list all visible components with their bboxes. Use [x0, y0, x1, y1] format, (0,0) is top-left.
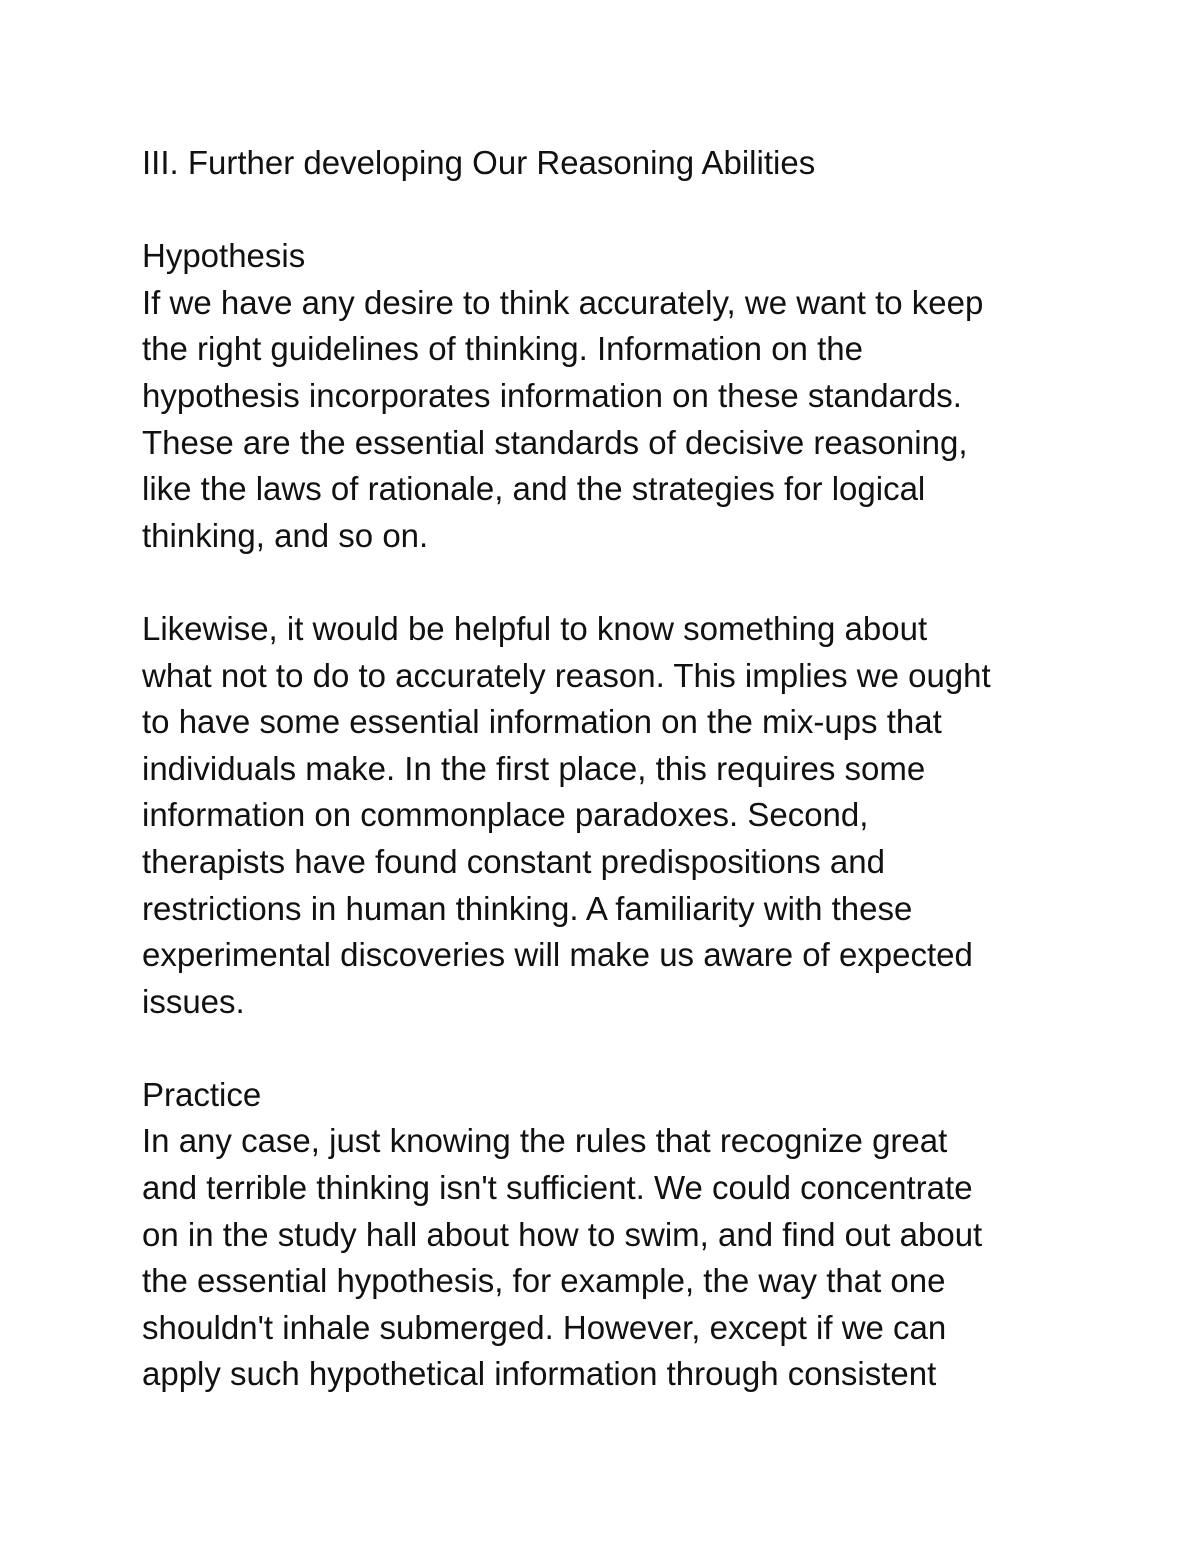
text-line: to have some essential information on the mix-ups that: [142, 703, 942, 741]
text-line: the essential hypothesis, for example, the way that one: [142, 1262, 946, 1300]
text-line: the right guidelines of thinking. Information on the: [142, 330, 863, 368]
text-line: what not to do to accurately reason. This implies we ought: [142, 656, 991, 694]
text-line: thinking, and so on.: [142, 516, 429, 554]
document-page: [142, 140, 1072, 1398]
text-line: In any case, just knowing the rules that recognize great: [142, 1122, 948, 1160]
text-line: apply such hypothetical information through consistent: [142, 1355, 937, 1393]
spacer: [142, 1025, 1072, 1072]
text-line: experimental discoveries will make us aware of expected: [142, 936, 973, 974]
text-line: These are the essential standards of decisive reasoning,: [142, 423, 968, 461]
text-line: Likewise, it would be helpful to know something about: [142, 609, 928, 647]
spacer: [142, 559, 1072, 606]
paragraph-hypothesis-2: [142, 606, 1072, 1025]
text-line: hypothesis incorporates information on these standards.: [142, 376, 962, 414]
text-line: like the laws of rationale, and the strategies for logical: [142, 470, 926, 508]
paragraph-hypothesis-1: [142, 280, 1072, 560]
spacer: [142, 187, 1072, 234]
text-line: shouldn't inhale submerged. However, except if we can: [142, 1308, 947, 1346]
text-line: issues.: [142, 982, 245, 1020]
text-line: therapists have found constant predispositions and: [142, 842, 885, 880]
text-line: If we have any desire to think accurately, we want to keep: [142, 283, 984, 321]
section-heading-practice: Practice: [142, 1075, 262, 1113]
document-title: III. Further developing Our Reasoning Abilities: [142, 144, 816, 181]
section-heading-hypothesis: Hypothesis: [142, 237, 306, 275]
text-line: information on commonplace paradoxes. Second,: [142, 796, 869, 834]
text-line: and terrible thinking isn't sufficient. We could concentrate: [142, 1169, 973, 1207]
text-line: individuals make. In the first place, this requires some: [142, 749, 926, 787]
text-line: on in the study hall about how to swim, and find out about: [142, 1215, 983, 1253]
text-line: restrictions in human thinking. A familiarity with these: [142, 889, 913, 927]
paragraph-practice-1: [142, 1118, 1072, 1398]
